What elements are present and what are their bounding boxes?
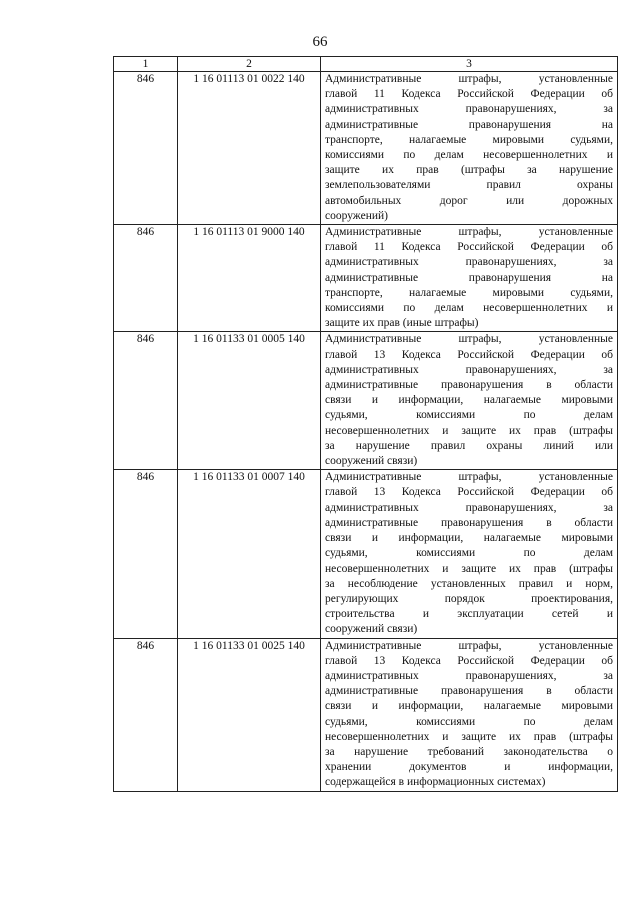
description-line: комиссиями по делам несовершеннолетних и bbox=[325, 302, 613, 315]
budget-code-cell: 1 16 01113 01 0022 140 bbox=[178, 72, 321, 225]
description-line: несовершеннолетних и защите их прав (штрафы bbox=[325, 424, 613, 437]
admin-code-cell: 846 bbox=[114, 72, 178, 225]
description-line: за несоблюдение установленных правил и норм, bbox=[325, 577, 613, 590]
budget-code-cell: 1 16 01133 01 0025 140 bbox=[178, 638, 321, 791]
admin-code-cell: 846 bbox=[114, 225, 178, 332]
table-row bbox=[114, 332, 618, 470]
description-line: сооружений связи) bbox=[325, 455, 418, 468]
description-line: административных правонарушениях, за bbox=[325, 669, 613, 682]
table-row bbox=[114, 638, 618, 791]
column-header-1: 1 bbox=[114, 57, 178, 72]
description-line: административных правонарушениях, за bbox=[325, 363, 613, 376]
description-line: судьями, комиссиями по делам bbox=[325, 409, 613, 422]
description-line: главой 11 Кодекса Российской Федерации об bbox=[325, 241, 613, 254]
description-line: комиссиями по делам несовершеннолетних и bbox=[325, 149, 613, 162]
description-line: административные правонарушения на bbox=[325, 118, 613, 131]
description-line: несовершеннолетних и защите их прав (штрафы bbox=[325, 562, 613, 575]
column-header-3: 3 bbox=[321, 57, 618, 72]
admin-code-cell: 846 bbox=[114, 638, 178, 791]
budget-code-cell: 1 16 01133 01 0005 140 bbox=[178, 332, 321, 470]
description-line: несовершеннолетних и защите их прав (штрафы bbox=[325, 730, 613, 743]
description-line: Административные штрафы, установленные bbox=[325, 639, 613, 652]
description-line: связи и информации, налагаемые мировыми bbox=[325, 394, 613, 407]
description-line: административные правонарушения на bbox=[325, 271, 613, 284]
description-line: Административные штрафы, установленные bbox=[325, 333, 613, 346]
description-line: административных правонарушениях, за bbox=[325, 501, 613, 514]
description-line: административных правонарушениях, за bbox=[325, 256, 613, 269]
description-line: административные правонарушения в области bbox=[325, 685, 613, 698]
budget-code-cell: 1 16 01133 01 0007 140 bbox=[178, 470, 321, 638]
description-line: судьями, комиссиями по делам bbox=[325, 547, 613, 560]
description-line: землепользователями правил охраны bbox=[325, 179, 613, 192]
description-cell bbox=[321, 638, 618, 791]
description-line: регулирующих порядок проектирования, bbox=[325, 592, 613, 605]
description-line: главой 13 Кодекса Российской Федерации об bbox=[325, 486, 613, 499]
table-row bbox=[114, 470, 618, 638]
description-line: связи и информации, налагаемые мировыми bbox=[325, 532, 613, 545]
description-line: за нарушение правил охраны линий или bbox=[325, 439, 613, 452]
description-line: сооружений) bbox=[325, 209, 388, 222]
description-line: главой 13 Кодекса Российской Федерации об bbox=[325, 654, 613, 667]
description-line: административные правонарушения в области bbox=[325, 516, 613, 529]
description-line: хранении документов и информации, bbox=[325, 761, 613, 774]
budget-codes-table bbox=[113, 56, 618, 792]
description-line: Административные штрафы, установленные bbox=[325, 73, 613, 85]
page-number: 66 bbox=[312, 34, 328, 50]
description-line: транспорте, налагаемые мировыми судьями, bbox=[325, 286, 613, 299]
description-cell bbox=[321, 470, 618, 638]
description-line: главой 13 Кодекса Российской Федерации об bbox=[325, 348, 613, 361]
description-line: Административные штрафы, установленные bbox=[325, 471, 613, 484]
description-line: строительства и эксплуатации сетей и bbox=[325, 608, 613, 621]
description-line: защите их прав (иные штрафы) bbox=[325, 317, 479, 330]
description-line: автомобильных дорог или дорожных bbox=[325, 194, 613, 207]
description-line: связи и информации, налагаемые мировыми bbox=[325, 700, 613, 713]
description-cell bbox=[321, 332, 618, 470]
admin-code-cell: 846 bbox=[114, 332, 178, 470]
description-line: содержащейся в информационных системах) bbox=[325, 776, 546, 789]
description-line: административные правонарушения в области bbox=[325, 379, 613, 392]
table-header-row bbox=[114, 57, 618, 72]
description-line: сооружений связи) bbox=[325, 623, 418, 636]
description-line: судьями, комиссиями по делам bbox=[325, 715, 613, 728]
budget-code-cell: 1 16 01113 01 9000 140 bbox=[178, 225, 321, 332]
admin-code-cell: 846 bbox=[114, 470, 178, 638]
description-line: Административные штрафы, установленные bbox=[325, 226, 613, 239]
description-line: защите их прав (штрафы за нарушение bbox=[325, 164, 613, 177]
column-header-2: 2 bbox=[178, 57, 321, 72]
description-cell bbox=[321, 72, 618, 225]
description-line: транспорте, налагаемые мировыми судьями, bbox=[325, 133, 613, 146]
table-row bbox=[114, 72, 618, 225]
description-line: главой 11 Кодекса Российской Федерации об bbox=[325, 88, 613, 101]
description-cell bbox=[321, 225, 618, 332]
table-body bbox=[114, 72, 618, 792]
description-line: административных правонарушениях, за bbox=[325, 103, 613, 116]
table-row bbox=[114, 225, 618, 332]
description-line: за нарушение требований законодательства о bbox=[325, 745, 613, 758]
